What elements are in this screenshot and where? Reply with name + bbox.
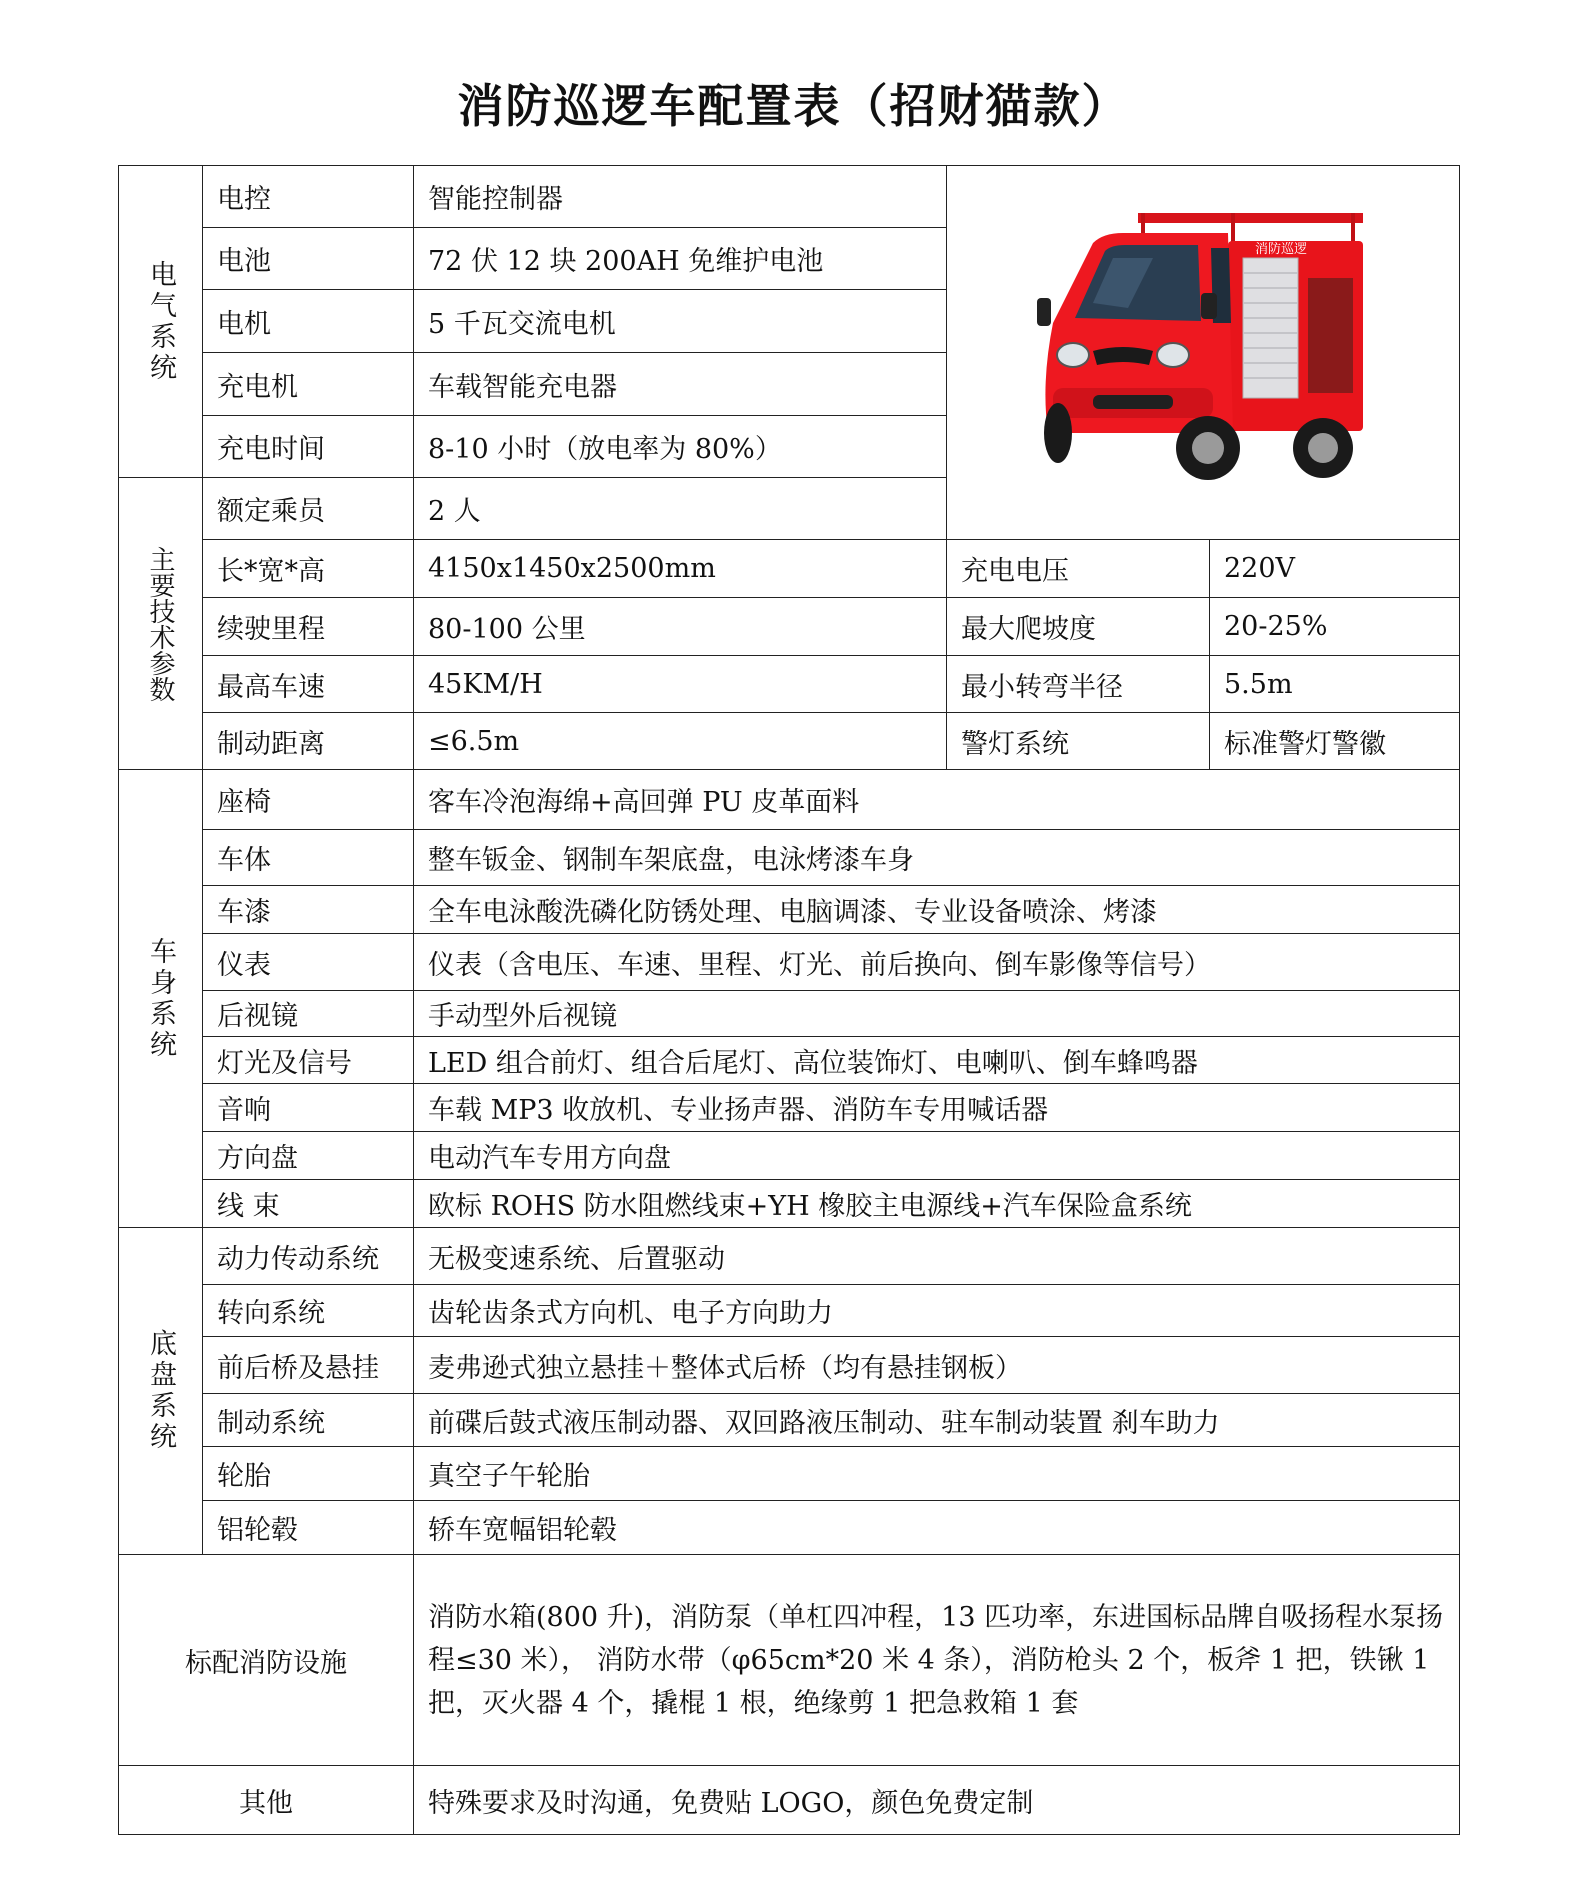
- spec-value: 无极变速系统、后置驱动: [414, 1228, 1460, 1285]
- spec-value: 前碟后鼓式液压制动器、双回路液压制动、驻车制动装置 刹车助力: [414, 1394, 1460, 1447]
- spec-label: 充电机: [203, 353, 414, 416]
- spec-value: 标准警灯警徽: [1210, 713, 1460, 770]
- cab-text: 消防巡逻: [1255, 241, 1308, 257]
- spec-label: 方向盘: [203, 1132, 414, 1180]
- spec-label: 线 束: [203, 1180, 414, 1228]
- spec-value: 仪表（含电压、车速、里程、灯光、前后换向、倒车影像等信号）: [414, 934, 1460, 991]
- table-row: [119, 1132, 1460, 1180]
- spec-label: 电机: [203, 290, 414, 353]
- spec-value: 2 人: [414, 478, 947, 540]
- spec-value: 欧标 ROHS 防水阻燃线束+YH 橡胶主电源线+汽车保险盒系统: [414, 1180, 1460, 1228]
- table-row: [119, 1501, 1460, 1555]
- spec-label: 最小转弯半径: [947, 656, 1210, 713]
- spec-label: 座椅: [203, 770, 414, 830]
- spec-label: 音响: [203, 1084, 414, 1132]
- table-row: [119, 770, 1460, 830]
- spec-value: 特殊要求及时沟通，免费贴 LOGO，颜色免费定制: [414, 1766, 1460, 1835]
- category-electrical: 电气系统: [119, 166, 203, 478]
- table-row: [119, 1766, 1460, 1835]
- spec-value: 5.5m: [1210, 656, 1460, 713]
- spec-label: 后视镜: [203, 991, 414, 1037]
- spec-label: 续驶里程: [203, 598, 414, 656]
- page-title: 消防巡逻车配置表（招财猫款）: [457, 79, 1130, 133]
- spec-value: 智能控制器: [414, 166, 947, 228]
- spec-label: 前后桥及悬挂: [203, 1337, 414, 1394]
- truck-image-cell: [947, 166, 1460, 540]
- table-row: [119, 934, 1460, 991]
- spec-value: 8-10 小时（放电率为 80%）: [414, 416, 947, 478]
- table-row: [119, 1037, 1460, 1084]
- table-row: [119, 1285, 1460, 1337]
- spec-label: 警灯系统: [947, 713, 1210, 770]
- spec-table: [118, 165, 1460, 1835]
- table-row: [119, 1337, 1460, 1394]
- spec-value: 齿轮齿条式方向机、电子方向助力: [414, 1285, 1460, 1337]
- table-row: [119, 886, 1460, 934]
- table-row: [119, 991, 1460, 1037]
- spec-value: 4150x1450x2500mm: [414, 540, 947, 598]
- spec-value: 车载 MP3 收放机、专业扬声器、消防车专用喊话器: [414, 1084, 1460, 1132]
- category-technical: 主要技术参数: [119, 478, 203, 770]
- spec-value: 220V: [1210, 540, 1460, 598]
- fire-truck-image: [1033, 203, 1373, 503]
- spec-label: 最高车速: [203, 656, 414, 713]
- spec-label: 充电电压: [947, 540, 1210, 598]
- spec-value: 5 千瓦交流电机: [414, 290, 947, 353]
- spec-value: 消防水箱(800 升)，消防泵（单杠四冲程，13 匹功率，东进国标品牌自吸扬程水泵扬程≤30 米）， 消防水带（φ65cm*20 米 4 条），消防枪头 2 个，板斧 1 把，铁锹 1 把，灭火器 4 个，撬棍 1 根，绝缘剪 1 把急救箱 1 套: [414, 1555, 1460, 1766]
- spec-label: 铝轮毂: [203, 1501, 414, 1555]
- spec-label: 车体: [203, 830, 414, 886]
- table-row: [119, 1555, 1460, 1766]
- table-row: [119, 656, 1460, 713]
- spec-label: 充电时间: [203, 416, 414, 478]
- spec-label: 额定乘员: [203, 478, 414, 540]
- table-row: [119, 1228, 1460, 1285]
- table-row: [119, 540, 1460, 598]
- table-row: [119, 166, 1460, 228]
- spec-label: 标配消防设施: [119, 1555, 414, 1766]
- table-row: [119, 1447, 1460, 1501]
- spec-label: 动力传动系统: [203, 1228, 414, 1285]
- spec-value: 80-100 公里: [414, 598, 947, 656]
- spec-value: 手动型外后视镜: [414, 991, 1460, 1037]
- spec-value: 电动汽车专用方向盘: [414, 1132, 1460, 1180]
- spec-value: 45KM/H: [414, 656, 947, 713]
- table-row: [119, 1180, 1460, 1228]
- spec-value: 20-25%: [1210, 598, 1460, 656]
- table-row: [119, 830, 1460, 886]
- spec-value: 客车冷泡海绵+高回弹 PU 皮革面料: [414, 770, 1460, 830]
- spec-value: 整车钣金、钢制车架底盘，电泳烤漆车身: [414, 830, 1460, 886]
- category-chassis: 底盘系统: [119, 1228, 203, 1555]
- spec-label: 车漆: [203, 886, 414, 934]
- spec-value: LED 组合前灯、组合后尾灯、高位装饰灯、电喇叭、倒车蜂鸣器: [414, 1037, 1460, 1084]
- table-row: [119, 1084, 1460, 1132]
- spec-label: 仪表: [203, 934, 414, 991]
- spec-value: ≤6.5m: [414, 713, 947, 770]
- category-body: 车身系统: [119, 770, 203, 1228]
- spec-label: 轮胎: [203, 1447, 414, 1501]
- table-row: [119, 1394, 1460, 1447]
- spec-value: 真空子午轮胎: [414, 1447, 1460, 1501]
- spec-label: 最大爬坡度: [947, 598, 1210, 656]
- spec-value: 车载智能充电器: [414, 353, 947, 416]
- spec-label: 制动系统: [203, 1394, 414, 1447]
- table-row: [119, 713, 1460, 770]
- spec-value: 麦弗逊式独立悬挂＋整体式后桥（均有悬挂钢板）: [414, 1337, 1460, 1394]
- spec-label: 电控: [203, 166, 414, 228]
- spec-value: 全车电泳酸洗磷化防锈处理、电脑调漆、专业设备喷涂、烤漆: [414, 886, 1460, 934]
- spec-label: 转向系统: [203, 1285, 414, 1337]
- spec-label: 其他: [119, 1766, 414, 1835]
- spec-value: 72 伏 12 块 200AH 免维护电池: [414, 228, 947, 290]
- spec-value: 轿车宽幅铝轮毂: [414, 1501, 1460, 1555]
- table-row: [119, 598, 1460, 656]
- spec-label: 长*宽*高: [203, 540, 414, 598]
- spec-label: 电池: [203, 228, 414, 290]
- spec-label: 制动距离: [203, 713, 414, 770]
- spec-label: 灯光及信号: [203, 1037, 414, 1084]
